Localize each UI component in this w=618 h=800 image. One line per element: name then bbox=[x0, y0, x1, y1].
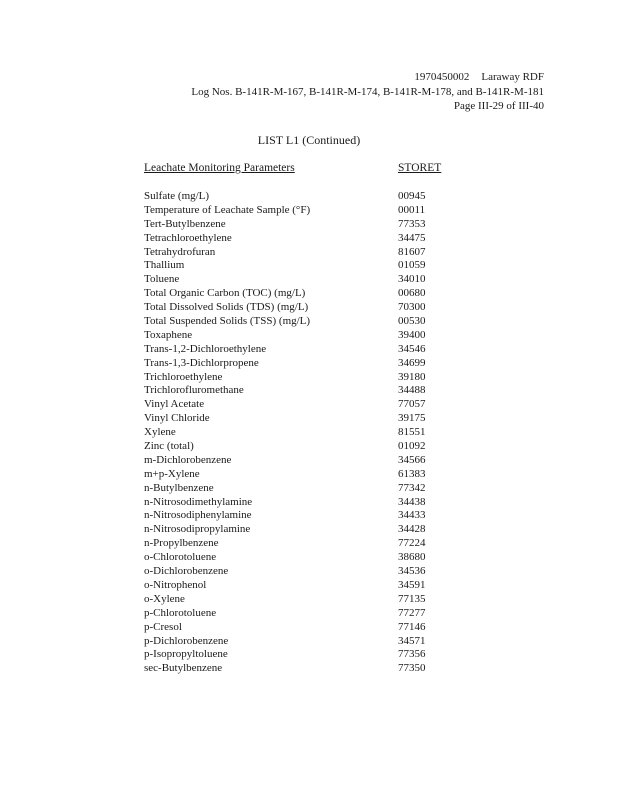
page-number: Page III-29 of III-40 bbox=[453, 100, 544, 112]
table-row bbox=[144, 565, 464, 579]
facility-name: Laraway RDF bbox=[481, 71, 544, 83]
log-numbers: Log Nos. B-141R-M-167, B-141R-M-174, B-141R-M-178, and B-141R-M-181 bbox=[191, 85, 544, 98]
parameter-name: m+p-Xylene bbox=[144, 467, 200, 480]
storet-code: 39400 bbox=[398, 328, 426, 341]
table-row bbox=[144, 496, 464, 510]
storet-code: 34428 bbox=[398, 523, 426, 536]
parameter-name: p-Isopropyltoluene bbox=[144, 648, 228, 661]
storet-code: 00530 bbox=[398, 315, 426, 328]
parameter-name: Tetrachloroethylene bbox=[144, 231, 232, 244]
storet-code: 34488 bbox=[398, 384, 426, 397]
table-row bbox=[144, 482, 464, 496]
parameter-name: n-Butylbenzene bbox=[144, 481, 214, 494]
table-row bbox=[144, 371, 464, 385]
parameter-name: n-Nitrosodipropylamine bbox=[144, 523, 251, 536]
table-row bbox=[144, 621, 464, 635]
storet-code: 77342 bbox=[398, 481, 426, 494]
storet-code: 00011 bbox=[398, 203, 426, 216]
parameter-name: n-Nitrosodiphenylamine bbox=[144, 509, 252, 522]
storet-code: 77353 bbox=[398, 217, 426, 230]
parameter-name: n-Propylbenzene bbox=[144, 537, 219, 550]
table-row bbox=[144, 440, 464, 454]
parameter-name: o-Dichlorobenzene bbox=[144, 565, 229, 578]
parameter-name: Vinyl Acetate bbox=[144, 398, 205, 411]
table-row bbox=[144, 468, 464, 482]
parameter-name: Trans-1,3-Dichlorpropene bbox=[144, 356, 259, 369]
parameter-name: p-Chlorotoluene bbox=[144, 606, 217, 619]
table-row bbox=[144, 190, 464, 204]
parameter-name: m-Dichlorobenzene bbox=[144, 453, 232, 466]
parameter-name: p-Cresol bbox=[144, 620, 182, 633]
table-row bbox=[144, 315, 464, 329]
table-row bbox=[144, 648, 464, 662]
storet-code: 70300 bbox=[398, 301, 426, 314]
parameter-name: Total Dissolved Solids (TDS) (mg/L) bbox=[144, 301, 309, 314]
storet-code: 01092 bbox=[398, 440, 426, 453]
storet-code: 81607 bbox=[398, 245, 426, 258]
storet-code: 77146 bbox=[398, 620, 426, 633]
storet-column-header: STORET bbox=[398, 162, 442, 174]
table-row bbox=[144, 454, 464, 468]
parameter-list bbox=[144, 190, 464, 676]
storet-code: 77277 bbox=[398, 606, 426, 619]
storet-code: 38680 bbox=[398, 551, 426, 564]
table-row bbox=[144, 384, 464, 398]
table-row bbox=[144, 204, 464, 218]
storet-code: 61383 bbox=[398, 467, 426, 480]
table-row bbox=[144, 329, 464, 343]
parameter-name: Toluene bbox=[144, 273, 180, 286]
table-row bbox=[144, 232, 464, 246]
parameter-name: Temperature of Leachate Sample (°F) bbox=[144, 203, 311, 216]
table-row bbox=[144, 551, 464, 565]
table-row bbox=[144, 357, 464, 371]
table-row bbox=[144, 593, 464, 607]
storet-code: 34591 bbox=[398, 578, 426, 591]
storet-code: 01059 bbox=[398, 259, 426, 272]
parameter-name: p-Dichlorobenzene bbox=[144, 634, 229, 647]
table-row bbox=[144, 301, 464, 315]
storet-code: 34010 bbox=[398, 273, 426, 286]
parameter-name: o-Xylene bbox=[144, 592, 185, 605]
storet-code: 39180 bbox=[398, 370, 426, 383]
table-row bbox=[144, 218, 464, 232]
table-row bbox=[144, 246, 464, 260]
table-row bbox=[144, 662, 464, 676]
storet-code: 00680 bbox=[398, 287, 426, 300]
storet-code: 77356 bbox=[398, 648, 426, 661]
parameter-name: Vinyl Chloride bbox=[144, 412, 210, 425]
storet-code: 34546 bbox=[398, 342, 426, 355]
storet-code: 77350 bbox=[398, 662, 426, 675]
table-row bbox=[144, 426, 464, 440]
table-row bbox=[144, 273, 464, 287]
table-row bbox=[144, 579, 464, 593]
parameter-name: Total Organic Carbon (TOC) (mg/L) bbox=[144, 287, 306, 300]
header-line-1 bbox=[191, 70, 544, 85]
storet-code: 34433 bbox=[398, 509, 426, 522]
storet-code: 77057 bbox=[398, 398, 426, 411]
parameter-name: Trichlorofluromethane bbox=[144, 384, 244, 397]
table-row bbox=[144, 523, 464, 537]
parameter-name: Total Suspended Solids (TSS) (mg/L) bbox=[144, 315, 311, 328]
list-title: LIST L1 (Continued) bbox=[257, 133, 361, 147]
parameter-name: sec-Butylbenzene bbox=[144, 662, 223, 675]
storet-code: 34699 bbox=[398, 356, 426, 369]
table-row bbox=[144, 398, 464, 412]
table-row bbox=[144, 343, 464, 357]
parameter-name: n-Nitrosodimethylamine bbox=[144, 495, 253, 508]
storet-code: 34571 bbox=[398, 634, 426, 647]
parameter-name: Thallium bbox=[144, 259, 185, 272]
table-row bbox=[144, 635, 464, 649]
storet-code: 39175 bbox=[398, 412, 426, 425]
parameter-name: Xylene bbox=[144, 426, 176, 439]
parameter-name: Sulfate (mg/L) bbox=[144, 190, 210, 202]
storet-code: 34566 bbox=[398, 453, 426, 466]
table-row bbox=[144, 607, 464, 621]
table-row bbox=[144, 259, 464, 273]
parameter-name: Tetrahydrofuran bbox=[144, 245, 216, 258]
storet-code: 00945 bbox=[398, 190, 426, 202]
storet-code: 34536 bbox=[398, 565, 426, 578]
table-row bbox=[144, 412, 464, 426]
document-id: 1970450002 bbox=[414, 71, 470, 83]
storet-code: 34475 bbox=[398, 231, 426, 244]
page-header bbox=[191, 70, 544, 114]
storet-code: 34438 bbox=[398, 495, 426, 508]
table-row bbox=[144, 537, 464, 551]
parameter-name: o-Nitrophenol bbox=[144, 578, 207, 591]
parameter-name: o-Chlorotoluene bbox=[144, 551, 217, 564]
parameter-name: Tert-Butylbenzene bbox=[144, 217, 226, 230]
table-row bbox=[144, 509, 464, 523]
parameter-name: Trans-1,2-Dichloroethylene bbox=[144, 342, 267, 355]
parameter-name: Toxaphene bbox=[144, 328, 193, 341]
storet-code: 77135 bbox=[398, 592, 426, 605]
parameter-column-header: Leachate Monitoring Parameters bbox=[144, 162, 295, 174]
parameter-name: Zinc (total) bbox=[144, 440, 194, 453]
parameter-name: Trichloroethylene bbox=[144, 370, 223, 383]
storet-code: 81551 bbox=[398, 426, 426, 439]
storet-code: 77224 bbox=[398, 537, 426, 550]
table-row bbox=[144, 287, 464, 301]
